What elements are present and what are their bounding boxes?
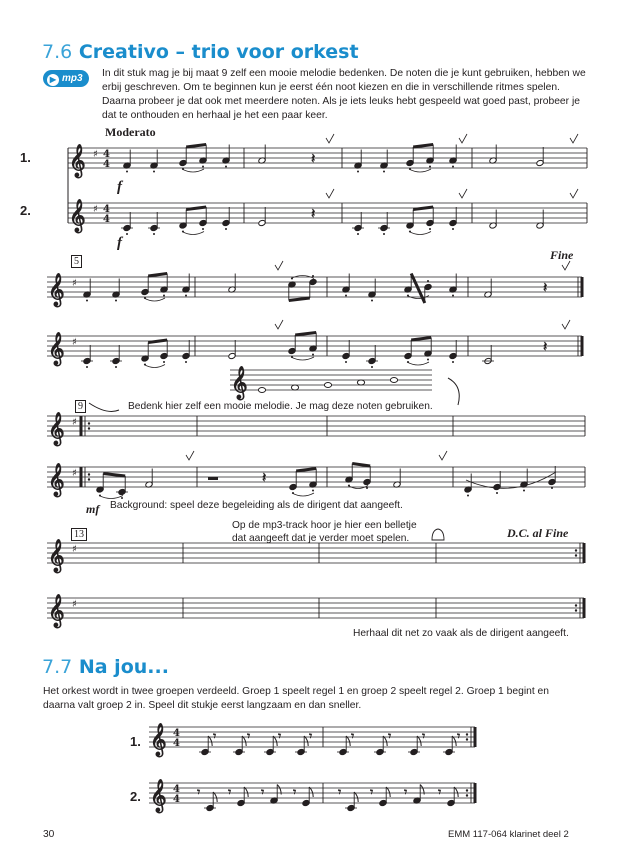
staccato-dot <box>345 295 347 297</box>
breath-mark <box>459 189 467 198</box>
page-number: 30 <box>43 829 55 840</box>
repeat-dot <box>466 789 468 791</box>
row-label-1: 1. <box>130 734 141 749</box>
row-label-1: 1. <box>20 150 31 165</box>
staccato-dot <box>153 233 155 235</box>
breath-mark <box>186 451 194 460</box>
staccato-dot <box>153 171 155 173</box>
repeat-dot <box>466 733 468 735</box>
dc-al-fine-marking: D.C. al Fine <box>507 526 569 540</box>
section-paragraph: Het orkest wordt in twee groepen verdeeld. Groep 1 speelt regel 1 en groep 2 speelt regel 2. Groep 1 begint en daarna valt groep 2 in. Speel dit stukje eerst langzaam en dan sneller. <box>43 686 550 711</box>
time-signature-top: 4 <box>103 149 110 160</box>
breath-mark <box>570 189 578 198</box>
breath-mark <box>326 189 334 198</box>
quarter-rest: 𝄽 <box>543 280 548 296</box>
repeat-dot <box>88 478 90 480</box>
eighth-rest: 𝄾 <box>213 729 217 743</box>
slur <box>407 362 429 365</box>
quarter-rest: 𝄽 <box>262 470 267 486</box>
breath-mark <box>562 320 570 329</box>
staccato-dot <box>429 228 431 230</box>
staccato-dot <box>115 366 117 368</box>
repeat-dot <box>88 427 90 429</box>
repeat-dot <box>466 738 468 740</box>
quarter-rest: 𝄽 <box>311 206 316 222</box>
key-signature-sharp: ♯ <box>72 599 77 610</box>
play-icon: ▶ <box>47 74 59 86</box>
slur <box>409 232 431 235</box>
time-signature-top: 4 <box>173 784 180 795</box>
bell-instruction-line-1: Op de mp3-track hoor je hier een belletje <box>232 520 417 531</box>
staccato-dot <box>202 166 204 168</box>
staccato-dot <box>523 490 525 492</box>
note-flag <box>383 736 387 746</box>
staccato-dot <box>551 487 553 489</box>
eighth-rest: 𝄾 <box>351 729 355 743</box>
measure-number-13: 13 <box>71 528 87 541</box>
slur <box>144 298 165 301</box>
note-instruction: Bedenk hier zelf een mooie melodie. Je mag deze noten gebruiken. <box>128 401 433 412</box>
book-code: EMM 117-064 klarinet deel 2 <box>448 829 569 840</box>
staccato-dot <box>427 359 429 361</box>
time-signature-bottom: 4 <box>173 738 180 749</box>
tempo-marking: Moderato <box>105 125 156 139</box>
staccato-dot <box>452 166 454 168</box>
staccato-dot <box>383 171 385 173</box>
repeat-dot <box>466 794 468 796</box>
staccato-dot <box>429 166 431 168</box>
section-title: Na jou... <box>78 656 169 678</box>
treble-clef-icon: 𝄞 <box>48 594 65 627</box>
note-flag <box>304 736 308 746</box>
note-beam <box>103 474 125 477</box>
repeat-dot <box>575 609 577 611</box>
staccato-dot <box>121 497 123 499</box>
staccato-dot <box>185 361 187 363</box>
key-signature-sharp: ♯ <box>72 544 77 555</box>
time-signature-top: 4 <box>173 728 180 739</box>
staccato-dot <box>371 300 373 302</box>
breath-mark <box>275 261 283 270</box>
note-flag <box>417 736 421 746</box>
staccato-dot <box>312 275 314 277</box>
time-signature-bottom: 4 <box>103 159 110 170</box>
staccato-dot <box>163 361 165 363</box>
row-label-2: 2. <box>20 203 31 218</box>
background-instruction: Background: speel deze begeleiding als de dirigent dat aangeeft. <box>110 500 403 511</box>
arrow-curve <box>448 378 459 405</box>
repeat-dot <box>88 422 90 424</box>
eighth-rest: 𝄾 <box>309 729 313 743</box>
time-signature-bottom: 4 <box>173 794 180 805</box>
treble-clef-icon: 𝄞 <box>231 366 248 399</box>
whole-note <box>357 380 364 385</box>
eighth-rest: 𝄾 <box>457 729 461 743</box>
staccato-dot <box>452 295 454 297</box>
eighth-rest: 𝄾 <box>278 729 282 743</box>
staccato-dot <box>115 300 117 302</box>
note-beam <box>186 207 206 210</box>
quarter-rest: 𝄽 <box>543 339 548 355</box>
note-beam <box>186 145 206 148</box>
staccato-dot <box>383 233 385 235</box>
treble-clef-icon: 𝄞 <box>48 273 65 306</box>
eighth-rest: 𝄾 <box>293 785 297 799</box>
treble-clef-icon: 𝄞 <box>48 539 65 572</box>
dynamic-mezzoforte: mf <box>86 502 100 516</box>
staccato-dot <box>371 366 373 368</box>
staccato-dot <box>357 233 359 235</box>
slur <box>99 496 123 499</box>
eighth-rest: 𝄾 <box>404 785 408 799</box>
section-number: 7.6 <box>42 41 73 63</box>
quarter-rest: 𝄽 <box>311 151 316 167</box>
repeat-dot <box>575 554 577 556</box>
whole-note <box>390 378 397 383</box>
section-title: Creativo – trio voor orkest <box>78 41 359 63</box>
slur <box>466 472 556 488</box>
key-signature-sharp: ♯ <box>93 204 98 215</box>
breath-mark <box>570 134 578 143</box>
dynamic-forte-2: f <box>117 235 122 251</box>
treble-clef-icon: 𝄞 <box>48 463 65 496</box>
staccato-dot <box>357 171 359 173</box>
note-flag <box>213 792 217 802</box>
measure-number-9: 9 <box>75 400 86 413</box>
staccato-dot <box>225 228 227 230</box>
treble-clef-icon: 𝄞 <box>69 199 86 232</box>
half-rest <box>208 477 218 480</box>
repeat-dot <box>88 473 90 475</box>
note-flag <box>452 736 456 746</box>
key-signature-sharp: ♯ <box>72 337 77 348</box>
note-flag <box>208 736 212 746</box>
breath-mark <box>459 134 467 143</box>
slur <box>292 493 314 496</box>
slur <box>182 232 204 235</box>
eighth-rest: 𝄾 <box>338 785 342 799</box>
note-beam <box>289 298 310 301</box>
slur <box>291 357 314 360</box>
note-beam <box>295 333 316 336</box>
key-signature-sharp: ♯ <box>93 149 98 160</box>
staccato-dot <box>427 280 429 282</box>
treble-clef-icon: 𝄞 <box>150 723 167 756</box>
staccato-dot <box>86 366 88 368</box>
staccato-dot <box>202 228 204 230</box>
staccato-dot <box>345 361 347 363</box>
staccato-dot <box>126 171 128 173</box>
staccato-dot <box>86 300 88 302</box>
whole-note <box>291 385 298 390</box>
note-flag <box>244 787 248 797</box>
treble-clef-icon: 𝄞 <box>48 332 65 365</box>
row-label-2: 2. <box>130 789 141 804</box>
staccato-dot <box>312 354 314 356</box>
dynamic-forte-1: f <box>117 179 122 195</box>
mp3-label: mp3 <box>62 73 83 84</box>
slur <box>182 169 204 172</box>
measure-number-5: 5 <box>71 255 82 268</box>
note-beam <box>296 469 316 472</box>
bell-instruction-line-2: dat aangeeft dat je verder moet spelen. <box>232 533 410 544</box>
bell-icon <box>432 529 444 540</box>
repeat-dot <box>575 549 577 551</box>
note-beam <box>413 207 433 210</box>
note-beam <box>411 338 431 341</box>
repeat-instruction: Herhaal dit net zo vaak als de dirigent aangeeft. <box>353 628 569 639</box>
note-flag <box>454 787 458 797</box>
key-signature-sharp: ♯ <box>72 278 77 289</box>
fine-marking: Fine <box>550 248 574 262</box>
note-flag <box>309 787 313 797</box>
whole-note <box>258 388 265 393</box>
eighth-rest: 𝄾 <box>228 785 232 799</box>
breath-mark <box>326 134 334 143</box>
note-flag <box>273 736 277 746</box>
eighth-rest: 𝄾 <box>388 729 392 743</box>
staccato-dot <box>225 166 227 168</box>
time-signature-top: 4 <box>103 204 110 215</box>
treble-clef-icon: 𝄞 <box>48 412 65 445</box>
eighth-rest: 𝄾 <box>370 785 374 799</box>
section-intro-paragraph: In dit stuk mag je bij maat 9 zelf een mooie melodie bedenken. De noten die je kunt gebruiken, hebben we erbij geschreven. Om te beginnen kun je eerst één noot kiezen en die in verschillende ritmes spelen. Daarna probeer je dat ook met meerdere noten. Als je iets leuks hebt gespeeld wat goed past, probeer je dat te onthouden en herhaal je het een paar keer. <box>102 68 586 121</box>
staccato-dot <box>366 487 368 489</box>
repeat-dot <box>575 604 577 606</box>
slur <box>144 365 165 368</box>
treble-clef-icon: 𝄞 <box>150 779 167 812</box>
staccato-dot <box>163 295 165 297</box>
note-flag <box>354 792 358 802</box>
note-beam <box>413 145 433 148</box>
arrow-curve <box>89 403 119 411</box>
staccato-dot <box>467 495 469 497</box>
note-flag <box>346 736 350 746</box>
breath-mark <box>562 261 570 270</box>
staccato-dot <box>452 361 454 363</box>
breath-mark <box>439 451 447 460</box>
staccato-dot <box>452 228 454 230</box>
key-signature-sharp: ♯ <box>72 468 77 479</box>
eighth-rest: 𝄾 <box>247 729 251 743</box>
note-flag <box>242 736 246 746</box>
eighth-rest: 𝄾 <box>422 729 426 743</box>
note-flag <box>386 787 390 797</box>
treble-clef-icon: 𝄞 <box>69 144 86 177</box>
staccato-dot <box>126 233 128 235</box>
eighth-rest: 𝄾 <box>438 785 442 799</box>
note-beam <box>148 274 167 277</box>
eighth-rest: 𝄾 <box>197 785 201 799</box>
staccato-dot <box>185 295 187 297</box>
staccato-dot <box>312 490 314 492</box>
breath-mark <box>275 320 283 329</box>
slur <box>409 169 431 172</box>
section-number: 7.7 <box>42 656 73 678</box>
note-beam <box>148 340 167 343</box>
key-signature-sharp: ♯ <box>72 417 77 428</box>
whole-note <box>324 383 331 388</box>
time-signature-bottom: 4 <box>103 214 110 225</box>
note-beam <box>352 464 370 467</box>
staccato-dot <box>496 492 498 494</box>
eighth-rest: 𝄾 <box>261 785 265 799</box>
